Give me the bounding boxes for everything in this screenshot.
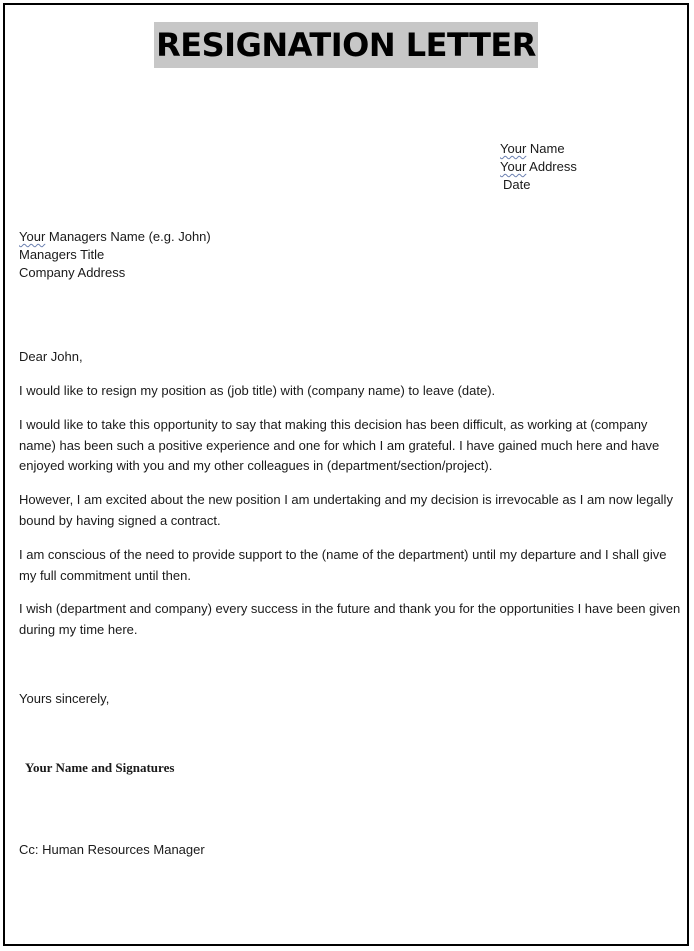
closing: Yours sincerely, <box>19 691 110 706</box>
salutation: Dear John, <box>19 349 83 364</box>
paragraph-2: I would like to take this opportunity to say that making this decision has been difficult, as working at (company name) has been such a positive experience and one for which I am grateful. I have gained much here and have enjoyed working with you and my other colleagues in (department/section/project). <box>19 417 660 473</box>
sender-name <box>500 140 565 158</box>
sender-address-rest: Address <box>526 159 577 174</box>
sender-name-rest: Name <box>526 141 565 156</box>
title-container <box>5 22 687 68</box>
sender-address-word: Your <box>500 159 527 174</box>
paragraph-4: I am conscious of the need to provide support to the (name of the department) until my departure and I shall give my full commitment until then. <box>19 547 667 583</box>
sender-name-word: Your <box>500 141 527 156</box>
recipient-address: Company Address <box>19 265 126 280</box>
recipient-title: Managers Title <box>19 247 105 262</box>
page-title: RESIGNATION LETTER <box>154 22 538 68</box>
cc-line: Cc: Human Resources Manager <box>19 842 205 857</box>
sender-address <box>500 158 577 176</box>
sender-date: Date <box>503 177 531 192</box>
paragraph-1: I would like to resign my position as (job title) with (company name) to leave (date). <box>19 383 496 398</box>
paragraph-5: I wish (department and company) every success in the future and thank you for the opportunities I have been given during my time here. <box>19 601 681 637</box>
signature: Your Name and Signatures <box>25 760 175 775</box>
recipient-name-word: Your <box>19 229 46 244</box>
paragraph-3: However, I am excited about the new position I am undertaking and my decision is irrevocable as I am now legally bound by having signed a contract. <box>19 492 673 528</box>
letter-page <box>3 3 689 946</box>
recipient-name-rest: Managers Name (e.g. John) <box>45 229 211 244</box>
recipient-name <box>19 228 211 246</box>
